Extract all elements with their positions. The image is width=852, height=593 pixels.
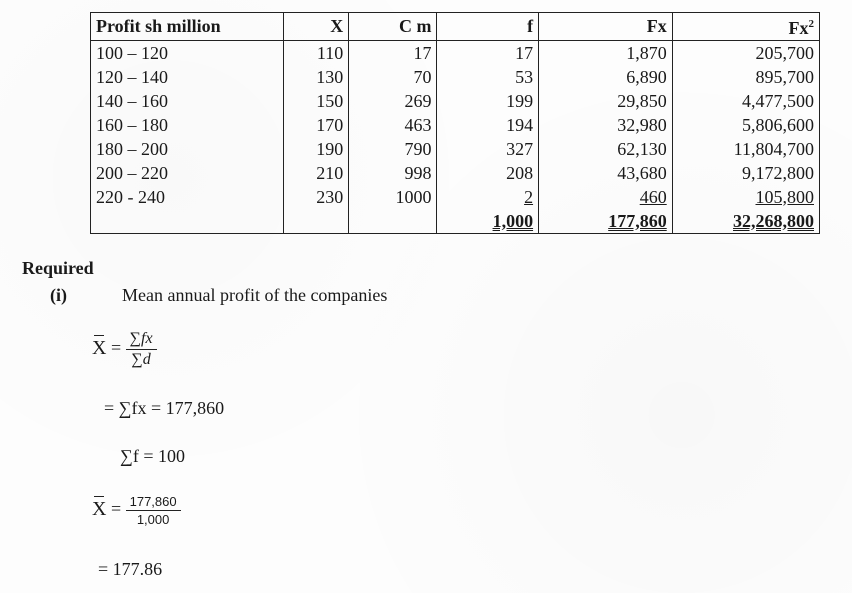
table-row: [91, 161, 820, 185]
total-fx-value: 177,860: [608, 210, 667, 231]
cell-x: 170: [284, 113, 349, 137]
cell-fx: 1,870: [539, 41, 673, 66]
total-f-value: 1,000: [492, 210, 534, 231]
header-x: X: [284, 13, 349, 41]
cell-fx2: 9,172,800: [672, 161, 819, 185]
cell-fx: 32,980: [539, 113, 673, 137]
cell-f: 194: [437, 113, 539, 137]
cell-class: 220 - 240: [91, 185, 284, 209]
cell-fx2: [672, 185, 819, 209]
frequency-table: [90, 12, 820, 234]
cell-cm: 269: [349, 89, 437, 113]
header-fx-squared: [672, 13, 819, 41]
table-row: [91, 185, 820, 209]
sum-f-line: ∑f = 100: [120, 446, 185, 466]
total-class-empty: [91, 209, 284, 234]
cell-cm: 790: [349, 137, 437, 161]
cell-fx-last-underlined: 460: [639, 186, 667, 207]
cell-x: 150: [284, 89, 349, 113]
cell-f: 327: [437, 137, 539, 161]
required-item-number: (i): [50, 285, 67, 305]
fraction-denominator: ∑d: [131, 351, 151, 368]
cell-fx2: 4,477,500: [672, 89, 819, 113]
cell-class: 140 – 160: [91, 89, 284, 113]
cell-cm: 1000: [349, 185, 437, 209]
cell-class: 100 – 120: [91, 41, 284, 66]
header-frequency: f: [437, 13, 539, 41]
cell-x: 130: [284, 65, 349, 89]
substitution-fraction: [126, 494, 181, 527]
mean-fraction: [126, 330, 157, 369]
cell-cm: 998: [349, 161, 437, 185]
required-item-text: Mean annual profit of the companies: [122, 285, 388, 305]
cell-class: 160 – 180: [91, 113, 284, 137]
cell-fx2-last-underlined: 105,800: [755, 186, 814, 207]
cell-x: 210: [284, 161, 349, 185]
cell-cm: 463: [349, 113, 437, 137]
cell-fx2: 895,700: [672, 65, 819, 89]
header-cumulative-frequency: C m: [349, 13, 437, 41]
table-row: [91, 137, 820, 161]
mean-result: = 177.86: [98, 559, 163, 579]
equals-sign: =: [110, 498, 122, 519]
fraction-denominator: 1,000: [136, 512, 170, 527]
cell-f-last-underlined: 2: [524, 186, 534, 207]
sum-fx-line: = ∑fx = 177,860: [104, 398, 225, 418]
cell-f: 208: [437, 161, 539, 185]
cell-x: 110: [284, 41, 349, 66]
total-fx2-value: 32,268,800: [733, 210, 814, 231]
total-fx2: [672, 209, 819, 234]
cell-f: 17: [437, 41, 539, 66]
required-heading: Required: [22, 258, 94, 278]
equals-sign: =: [110, 337, 122, 358]
cell-fx2: 11,804,700: [672, 137, 819, 161]
cell-fx: 6,890: [539, 65, 673, 89]
table-header-row: [91, 13, 820, 41]
x-bar-symbol: X: [92, 336, 107, 359]
cell-fx: 43,680: [539, 161, 673, 185]
cell-fx2: 205,700: [672, 41, 819, 66]
fraction-numerator: ∑fx: [126, 330, 157, 350]
total-cm-empty: [349, 209, 437, 234]
header-fx-squared-exponent: 2: [808, 18, 814, 30]
table-row: [91, 113, 820, 137]
mean-substitution: [92, 494, 181, 527]
cell-class: 180 – 200: [91, 137, 284, 161]
cell-cm: 17: [349, 41, 437, 66]
x-bar-symbol: X: [92, 497, 107, 520]
cell-x: 190: [284, 137, 349, 161]
table-row: [91, 89, 820, 113]
mean-formula: [92, 330, 157, 369]
cell-f: [437, 185, 539, 209]
table-row: [91, 65, 820, 89]
table-row: [91, 41, 820, 66]
cell-cm: 70: [349, 65, 437, 89]
cell-class: 120 – 140: [91, 65, 284, 89]
total-x-empty: [284, 209, 349, 234]
cell-f: 53: [437, 65, 539, 89]
total-f: [437, 209, 539, 234]
header-profit-class: Profit sh million: [91, 13, 284, 41]
cell-f: 199: [437, 89, 539, 113]
total-fx: [539, 209, 673, 234]
cell-x: 230: [284, 185, 349, 209]
cell-fx: 62,130: [539, 137, 673, 161]
table-totals-row: [91, 209, 820, 234]
fraction-numerator: 177,860: [126, 494, 181, 511]
cell-fx: 29,850: [539, 89, 673, 113]
header-fx-squared-base: Fx: [788, 18, 809, 38]
cell-fx2: 5,806,600: [672, 113, 819, 137]
header-fx: Fx: [539, 13, 673, 41]
cell-class: 200 – 220: [91, 161, 284, 185]
cell-fx: [539, 185, 673, 209]
